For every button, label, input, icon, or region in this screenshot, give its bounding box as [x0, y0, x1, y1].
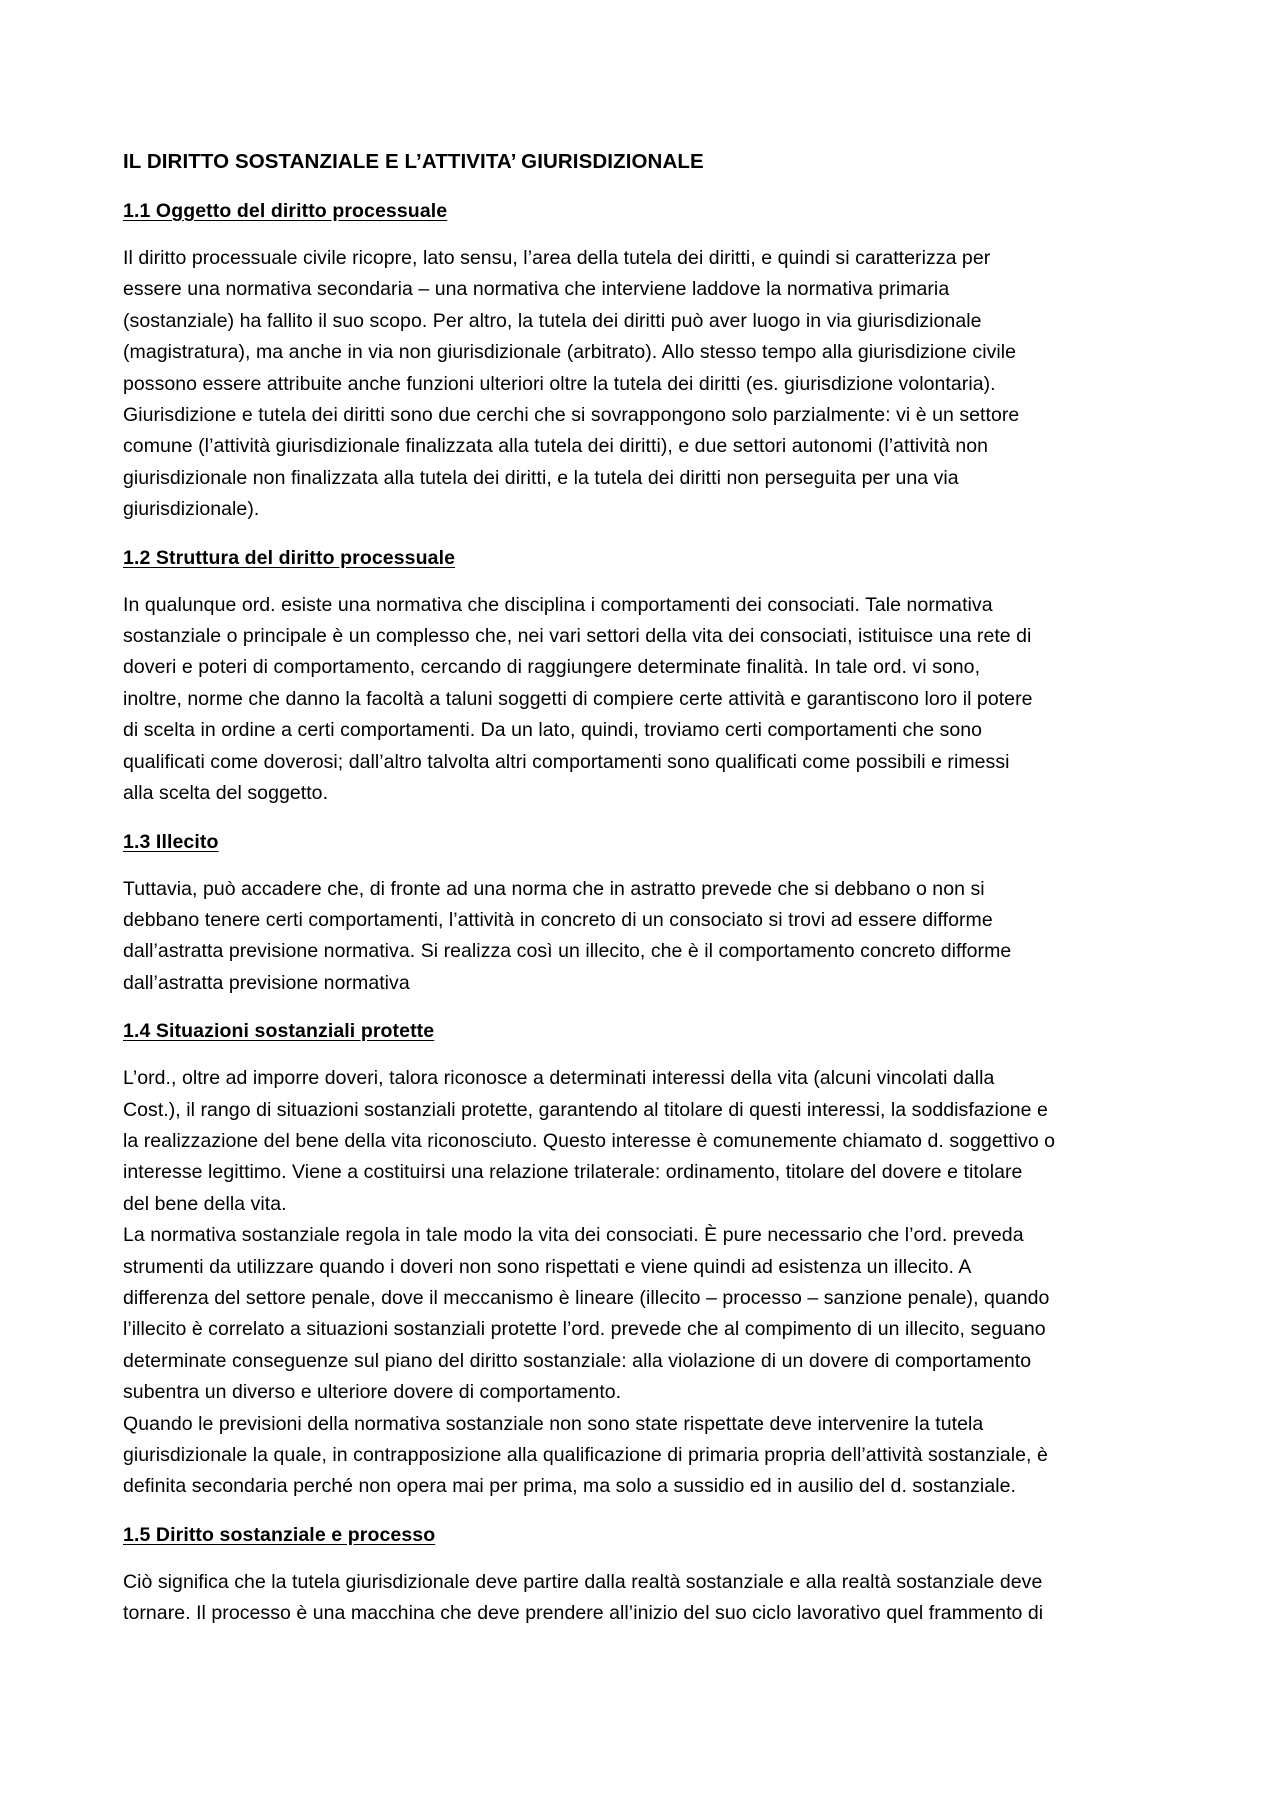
document-title: IL DIRITTO SOSTANZIALE E L’ATTIVITA’ GIURISDIZIONALE — [123, 150, 704, 173]
paragraph-1-4-a: L’ord., oltre ad imporre doveri, talora riconosce a determinati interessi della vita (alcuni vincolati dalla Cost.), il rango di situazioni sostanziali protette, garantendo al titolare di questi interessi, la soddisfazione e la realizzazione del bene della vita riconosciuto. Questo interesse è comunemente chiamato d. soggettivo o interesse legittimo. Viene a costituirsi una relazione trilaterale: ordinamento, titolare del dovere e titolare del bene della vita. — [123, 1067, 1056, 1215]
paragraph-1-1: Il diritto processuale civile ricopre, lato sensu, l’area della tutela dei diritti, e quindi si caratterizza per essere una normativa secondaria – una normativa che interviene laddove la normativa primaria (sostanziale) ha fallito il suo scopo. Per altro, la tutela dei diritti può aver luogo in via giurisdizionale (magistratura), ma anche in via non giurisdizionale (arbitrato). Allo stesso tempo alla giurisdizione civile possono essere attribuite anche funzioni ulteriori oltre la tutela dei diritti (es. giurisdizione volontaria). Giurisdizione e tutela dei diritti sono due cerchi che si sovrappongono solo parzialmente: vi è un settore comune (l’attività giurisdizionale finalizzata alla tutela dei diritti), e due settori autonomi (l’attività non giurisdizionale non finalizzata alla tutela dei diritti, e la tutela dei diritti non perseguita per una via giurisdizionale). — [123, 247, 1020, 521]
section-heading-1-3: 1.3 Illecito — [123, 830, 219, 853]
paragraph-1-4-c: Quando le previsioni della normativa sostanziale non sono state rispettate deve intervenire la tutela giurisdizionale la quale, in contrapposizione alla qualificazione di primaria propria dell’attività sostanziale, è definita secondaria perché non opera mai per prima, ma solo a sussidio ed in ausilio del d. sostanziale. — [123, 1412, 1048, 1498]
section-heading-1-5: 1.5 Diritto sostanziale e processo — [123, 1523, 436, 1546]
section-heading-1-1: 1.1 Oggetto del diritto processuale — [123, 200, 448, 222]
section-heading-1-4: 1.4 Situazioni sostanziali protette — [123, 1020, 435, 1043]
paragraph-1-5: Ciò significa che la tutela giurisdizionale deve partire dalla realtà sostanziale e alla realtà sostanziale deve tornare. Il processo è una macchina che deve prendere all’inizio del suo ciclo lavorativo quel frammento di — [123, 1570, 1044, 1625]
paragraph-1-4-b: La normativa sostanziale regola in tale modo la vita dei consociati. È pure necessario che l’ord. preveda strumenti da utilizzare quando i doveri non sono rispettati e viene quindi ad esistenza un illecito. A differenza del settore penale, dove il meccanismo è lineare (illecito – processo – sanzione penale), quando l’illecito è correlato a situazioni sostanziali protette l’ord. prevede che al compimento di un illecito, seguano determinate conseguenze sul piano del diritto sostanziale: alla violazione di un dovere di comportamento subentra un diverso e ulteriore dovere di comportamento. — [123, 1224, 1050, 1404]
section-heading-1-2: 1.2 Struttura del diritto processuale — [123, 546, 456, 569]
document-page — [123, 148, 1163, 1648]
paragraph-1-3: Tuttavia, può accadere che, di fronte ad una norma che in astratto prevede che si debbano o non si debbano tenere certi comportamenti, l’attività in concreto di un consociato si trovi ad essere difforme dall’astratta previsione normativa. Si realizza così un illecito, che è il comportamento concreto difforme dall’astratta previsione normativa — [123, 877, 1012, 994]
paragraph-1-2: In qualunque ord. esiste una normativa che disciplina i comportamenti dei consociati. Tale normativa sostanziale o principale è un complesso che, nei vari settori della vita dei consociati, istituisce una rete di doveri e poteri di comportamento, cercando di raggiungere determinate finalità. In tale ord. vi sono, inoltre, norme che danno la facoltà a taluni soggetti di compiere certe attività e garantiscono loro il potere di scelta in ordine a certi comportamenti. Da un lato, quindi, troviamo certi comportamenti che sono qualificati come doverosi; dall’altro talvolta altri comportamenti sono qualificati come possibili e rimessi alla scelta del soggetto. — [123, 593, 1033, 805]
